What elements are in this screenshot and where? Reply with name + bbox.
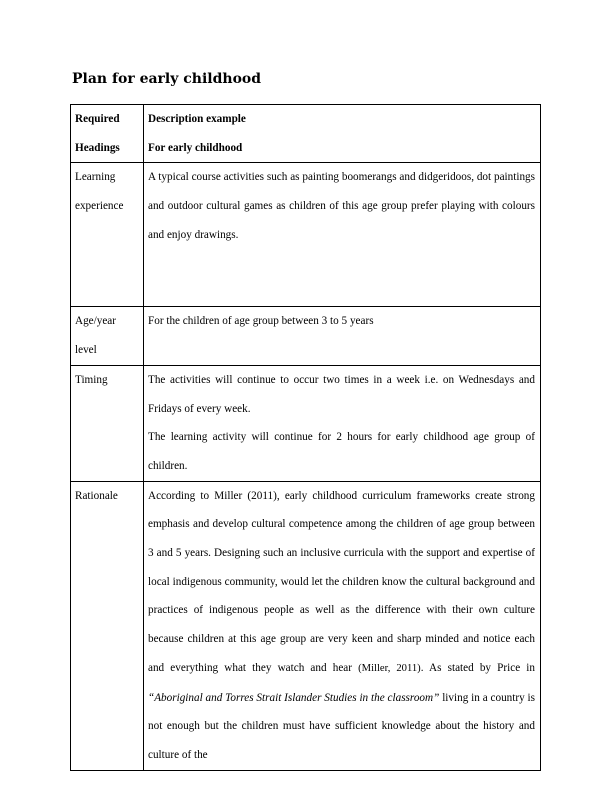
timing-paragraph-2: The learning activity will continue for 2 hours for early childhood age group of children. (148, 431, 535, 472)
header-for-early-childhood: For early childhood (148, 141, 243, 154)
plan-table (70, 104, 541, 771)
table-row-learning-experience (71, 163, 541, 307)
table-row-rationale (71, 481, 541, 770)
header-cell-required-headings (71, 105, 144, 163)
rationale-text-3: living in a country is not enough but the children must have sufficient knowledge about the history and culture of the (148, 691, 535, 761)
row-heading-experience: experience (75, 200, 124, 213)
timing-paragraph-1: The activities will continue to occur two times in a week i.e. on Wednesdays and Fridays of every week. (148, 373, 535, 415)
rationale-book-title: “Aboriginal and Torres Strait Islander Studies in the classroom” (148, 691, 440, 704)
table-row-age-level (71, 307, 541, 365)
rationale-text-2: . As stated by Price in (420, 661, 536, 674)
rationale-text-1: According to Miller (2011), early childhood curriculum frameworks create strong emphasis and develop cultural competence among the children of age group between 3 and 5 years. Designing such an inclusive curricula with the support and expertise of local indigenous community, would let the children know the cultural background and practices of indigenous people as well as the difference with their own culture because children at this age group are very keen and sharp minded and notice each and everything what they watch and hear (148, 489, 535, 674)
age-level-description: For the children of age group between 3 to 5 years (144, 307, 541, 365)
row-heading-level: level (75, 344, 97, 357)
rationale-description (144, 481, 541, 770)
row-heading-learning: Learning (75, 171, 116, 184)
rationale-citation: (Miller, 2011) (358, 662, 421, 674)
table-header-row (71, 105, 541, 163)
row-heading-timing: Timing (71, 365, 144, 481)
row-heading-cell (71, 307, 144, 365)
row-heading-cell (71, 163, 144, 307)
page-title: Plan for early childhood (72, 71, 262, 87)
table-row-timing (71, 365, 541, 481)
row-heading-age-year: Age/year (75, 315, 116, 328)
timing-description (144, 365, 541, 481)
header-headings: Headings (75, 141, 120, 154)
header-cell-description (144, 105, 541, 163)
header-required: Required (75, 113, 120, 125)
row-heading-rationale: Rationale (71, 481, 144, 770)
learning-experience-description: A typical course activities such as painting boomerangs and didgeridoos, dot paintings and outdoor cultural games as children of this age group prefer playing with colours and enjoy drawings. (144, 163, 541, 307)
header-description-example: Description example (148, 113, 246, 125)
